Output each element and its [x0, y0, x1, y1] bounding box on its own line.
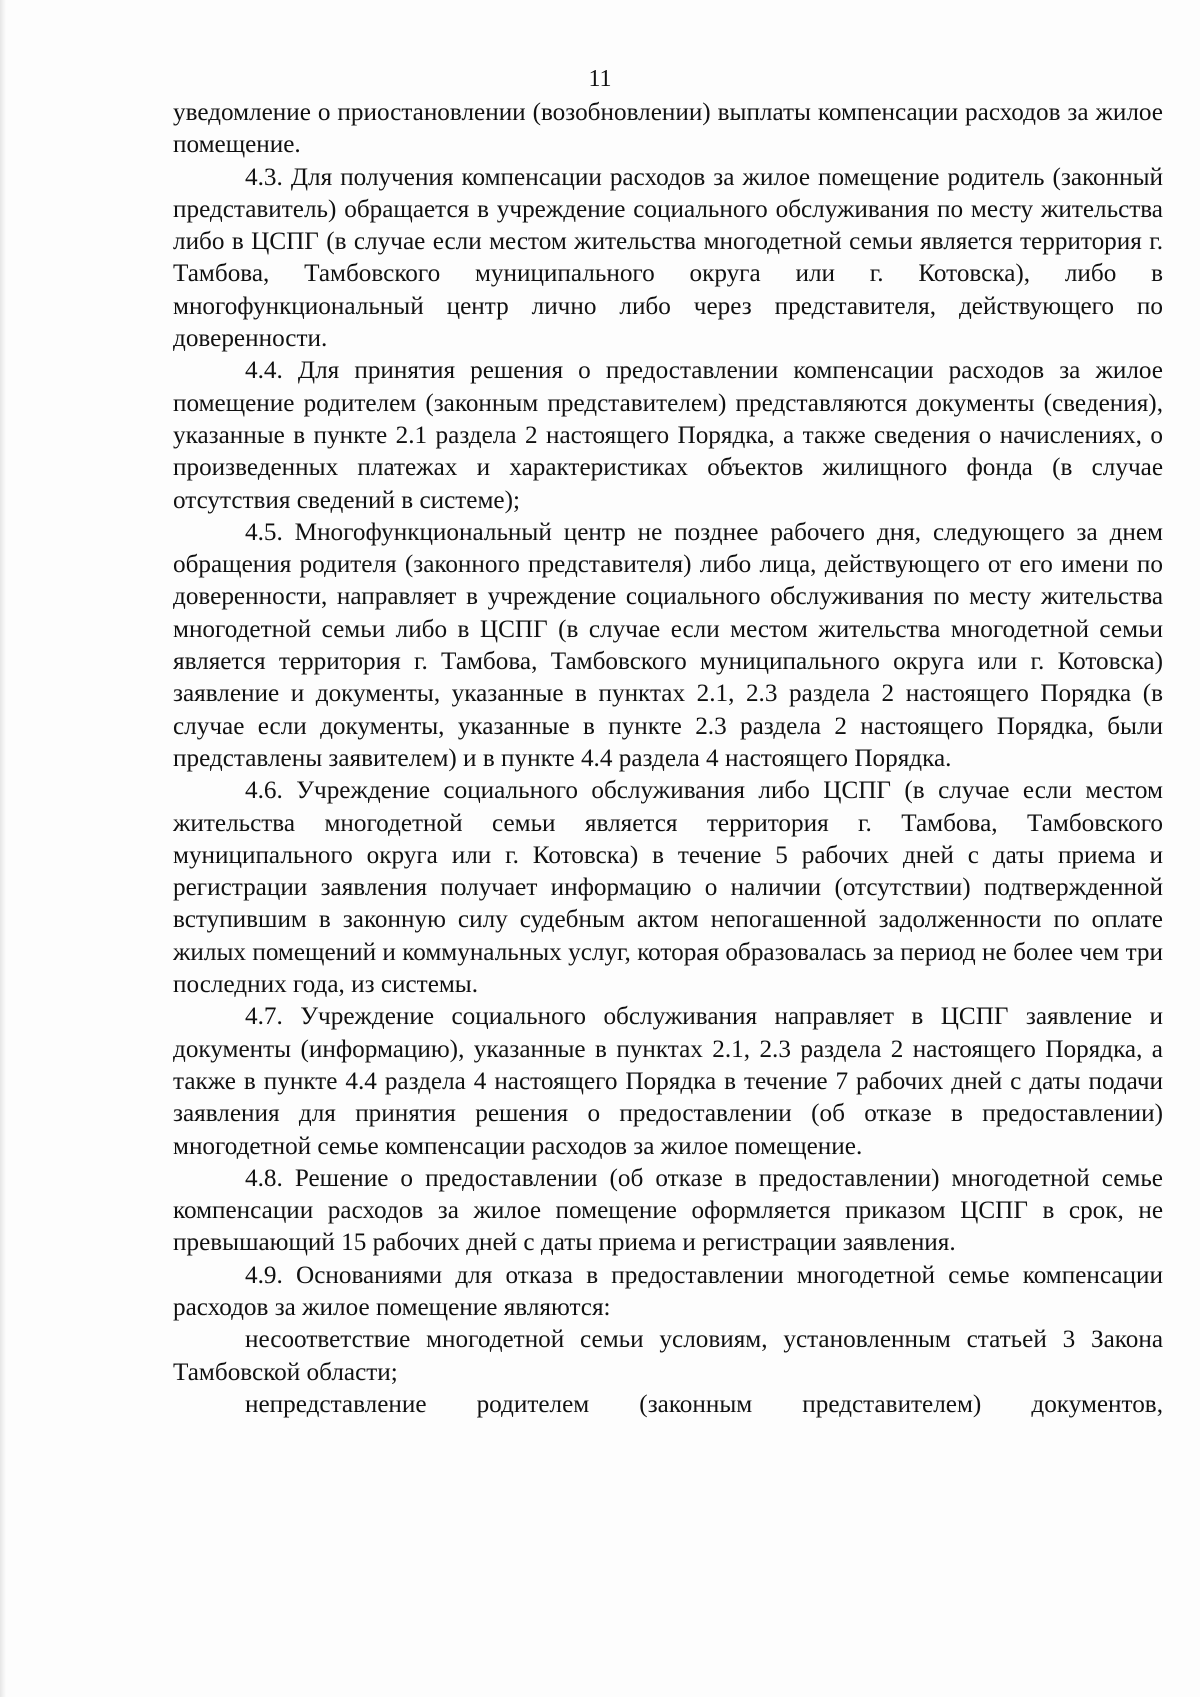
document-body: [173, 97, 1163, 1421]
paragraph-4-7: 4.7. Учреждение социального обслуживания направляет в ЦСПГ заявление и документы (информацию), указанные в пунктах 2.1, 2.3 раздела 2 настоящего Порядка, а также в пункте 4.4 раздела 4 настоящего Порядка в течение 7 рабочих дней с даты подачи заявления для принятия решения о предоставлении (об отказе в предоставлении) многодетной семье компенсации расходов за жилое помещение.: [173, 1003, 1163, 1160]
paragraph-4-4: 4.4. Для принятия решения о предоставлении компенсации расходов за жилое помещение родителем (законным представителем) представляются документы (сведения), указанные в пункте 2.1 раздела 2 настоящего Порядка, а также сведения о начислениях, о произведенных платежах и характеристиках объектов жилищного фонда (в случае отсутствия сведений в системе);: [173, 357, 1163, 514]
scan-edge-shadow: [0, 0, 6, 1697]
list-item-grounds-2: непредставление родителем (законным представителем) документов,: [245, 1390, 1163, 1418]
paragraph-continuation: уведомление о приостановлении (возобновлении) выплаты компенсации расходов за жилое помещение.: [173, 99, 1163, 159]
paragraph-4-9: 4.9. Основаниями для отказа в предоставлении многодетной семье компенсации расходов за жилое помещение являются:: [173, 1261, 1163, 1321]
list-item-grounds-1: несоответствие многодетной семьи условиям, установленным статьей 3 Закона Тамбовской области;: [173, 1326, 1163, 1386]
paragraph-4-8: 4.8. Решение о предоставлении (об отказе в предоставлении) многодетной семье компенсации расходов за жилое помещение оформляется приказом ЦСПГ в срок, не превышающий 15 рабочих дней с даты приема и регистрации заявления.: [173, 1164, 1163, 1257]
paragraph-4-3: 4.3. Для получения компенсации расходов за жилое помещение родитель (законный представитель) обращается в учреждение социального обслуживания по месту жительства либо в ЦСПГ (в случае если местом жительства многодетной семьи является территория г. Тамбова, Тамбовского муниципального округа или г. Котовска), либо в многофункциональный центр лично либо через представителя, действующего по доверенности.: [173, 163, 1163, 353]
paragraph-4-5: 4.5. Многофункциональный центр не позднее рабочего дня, следующего за днем обращения родителя (законного представителя) либо лица, действующего от его имени по доверенности, направляет в учреждение социального обслуживания по месту жительства многодетной семьи либо в ЦСПГ (в случае если местом жительства многодетной семьи является территория г. Тамбова, Тамбовского муниципального округа или г. Котовска) заявление и документы, указанные в пунктах 2.1, 2.3 раздела 2 настоящего Порядка (в случае если документы, указанные в пункте 2.3 раздела 2 настоящего Порядка, были представлены заявителем) и в пункте 4.4 раздела 4 настоящего Порядка.: [173, 518, 1163, 772]
page-number: 11: [588, 66, 612, 92]
paragraph-4-6: 4.6. Учреждение социального обслуживания либо ЦСПГ (в случае если местом жительства многодетной семьи является территория г. Тамбова, Тамбовского муниципального округа или г. Котовска) в течение 5 рабочих дней с даты приема и регистрации заявления получает информацию о наличии (отсутствии) подтвержденной вступившим в законную силу судебным актом непогашенной задолженности по оплате жилых помещений и коммунальных услуг, которая образовалась за период не более чем три последних года, из системы.: [173, 777, 1163, 999]
